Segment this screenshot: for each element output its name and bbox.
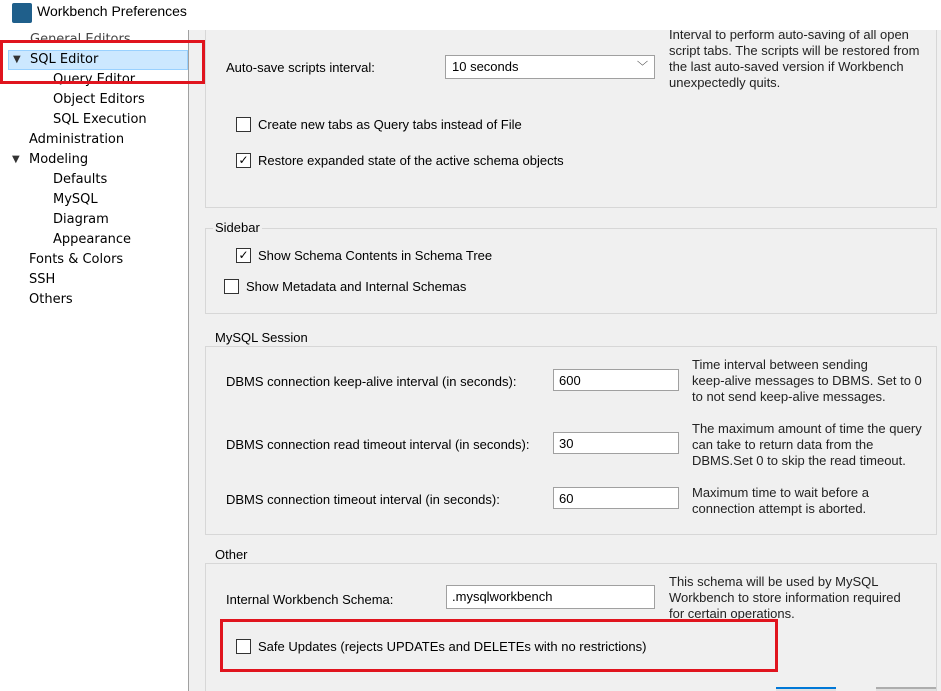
help-line: for certain operations. xyxy=(669,606,795,621)
read-timeout-label: DBMS connection read timeout interval (in seconds): xyxy=(226,437,530,452)
preferences-tree[interactable] xyxy=(0,30,189,691)
help-line: The maximum amount of time the query xyxy=(692,421,922,436)
internal-schema-label: Internal Workbench Schema: xyxy=(226,592,394,607)
ok-button[interactable] xyxy=(776,687,836,691)
keepalive-help xyxy=(692,357,922,405)
new-tabs-checkbox[interactable] xyxy=(236,117,251,132)
restore-state-checkbox[interactable] xyxy=(236,153,251,168)
tree-item-label: Administration xyxy=(29,132,125,147)
show-schema-contents-label: Show Schema Contents in Schema Tree xyxy=(258,248,493,263)
show-metadata-checkbox[interactable] xyxy=(224,279,239,294)
tree-item-label: MySQL xyxy=(53,192,98,207)
checkmark-icon: ✓ xyxy=(238,153,249,167)
sidebar-group xyxy=(205,228,937,314)
help-line: This schema will be used by MySQL xyxy=(669,574,879,589)
tree-item-label: Defaults xyxy=(53,172,108,187)
help-line: script tabs. The scripts will be restored from xyxy=(669,43,920,58)
conn-timeout-help xyxy=(692,485,869,517)
sidebar-group-title: Sidebar xyxy=(215,220,260,235)
keepalive-label: DBMS connection keep-alive interval (in seconds): xyxy=(226,374,517,389)
tree-item-label: General Editors xyxy=(30,32,131,47)
tree-item-label: SQL Editor xyxy=(30,52,99,67)
safe-updates-label: Safe Updates (rejects UPDATEs and DELETEs with no restrictions) xyxy=(258,639,647,654)
other-group-title: Other xyxy=(215,547,248,562)
show-metadata-label: Show Metadata and Internal Schemas xyxy=(246,279,467,294)
tree-item-label: Query Editor xyxy=(53,72,136,87)
help-line: DBMS.Set 0 to skip the read timeout. xyxy=(692,453,906,468)
title-bar xyxy=(0,0,941,30)
restore-state-label: Restore expanded state of the active schema objects xyxy=(258,153,564,168)
show-schema-contents-checkbox[interactable] xyxy=(236,248,251,263)
preferences-content xyxy=(189,30,941,691)
help-line: Workbench to store information required xyxy=(669,590,901,605)
checkmark-icon: ✓ xyxy=(238,248,249,262)
help-line: unexpectedly quits. xyxy=(669,75,781,90)
tree-item-label: Diagram xyxy=(53,212,109,227)
keepalive-input[interactable]: 600 xyxy=(553,369,679,391)
autosave-label: Auto-save scripts interval: xyxy=(226,60,375,75)
help-line: keep-alive messages to DBMS. Set to 0 xyxy=(692,373,922,388)
safe-updates-checkbox[interactable] xyxy=(236,639,251,654)
help-line: the last auto-saved version if Workbench xyxy=(669,59,904,74)
cancel-button[interactable] xyxy=(876,687,936,691)
tree-item-label: SQL Execution xyxy=(53,112,147,127)
read-timeout-help xyxy=(692,421,922,469)
conn-timeout-input[interactable]: 60 xyxy=(553,487,679,509)
read-timeout-input[interactable]: 30 xyxy=(553,432,679,454)
chevron-down-icon: ﹀ xyxy=(637,61,648,73)
conn-timeout-label: DBMS connection timeout interval (in seconds): xyxy=(226,492,500,507)
mysql-session-group-title: MySQL Session xyxy=(215,330,308,345)
tree-item-label: Modeling xyxy=(29,152,89,167)
tree-item-label: SSH xyxy=(29,272,56,287)
tree-item-label: Appearance xyxy=(53,232,132,247)
window-title: Workbench Preferences xyxy=(37,3,187,19)
tree-item-label: Fonts & Colors xyxy=(29,252,124,267)
help-line: Time interval between sending xyxy=(692,357,868,372)
expand-arrow-icon[interactable]: ▼ xyxy=(12,154,20,165)
tree-item-label: Others xyxy=(29,292,73,307)
help-line: connection attempt is aborted. xyxy=(692,501,867,516)
help-line: Interval to perform auto-saving of all open xyxy=(669,30,909,42)
new-tabs-label: Create new tabs as Query tabs instead of File xyxy=(258,117,522,132)
expand-arrow-icon[interactable]: ▼ xyxy=(13,54,21,65)
tree-item-sql-editor[interactable] xyxy=(8,50,188,70)
tree-item-label: Object Editors xyxy=(53,92,145,107)
help-line: to not send keep-alive messages. xyxy=(692,389,886,404)
internal-schema-help xyxy=(669,574,901,622)
internal-schema-input[interactable]: .mysqlworkbench xyxy=(446,585,655,609)
autosave-interval-select[interactable] xyxy=(445,55,655,79)
help-line: can take to return data from the xyxy=(692,437,874,452)
workbench-app-icon xyxy=(12,3,32,23)
autosave-interval-value: 10 seconds xyxy=(452,59,519,74)
help-line: Maximum time to wait before a xyxy=(692,485,870,500)
autosave-help xyxy=(669,30,919,91)
